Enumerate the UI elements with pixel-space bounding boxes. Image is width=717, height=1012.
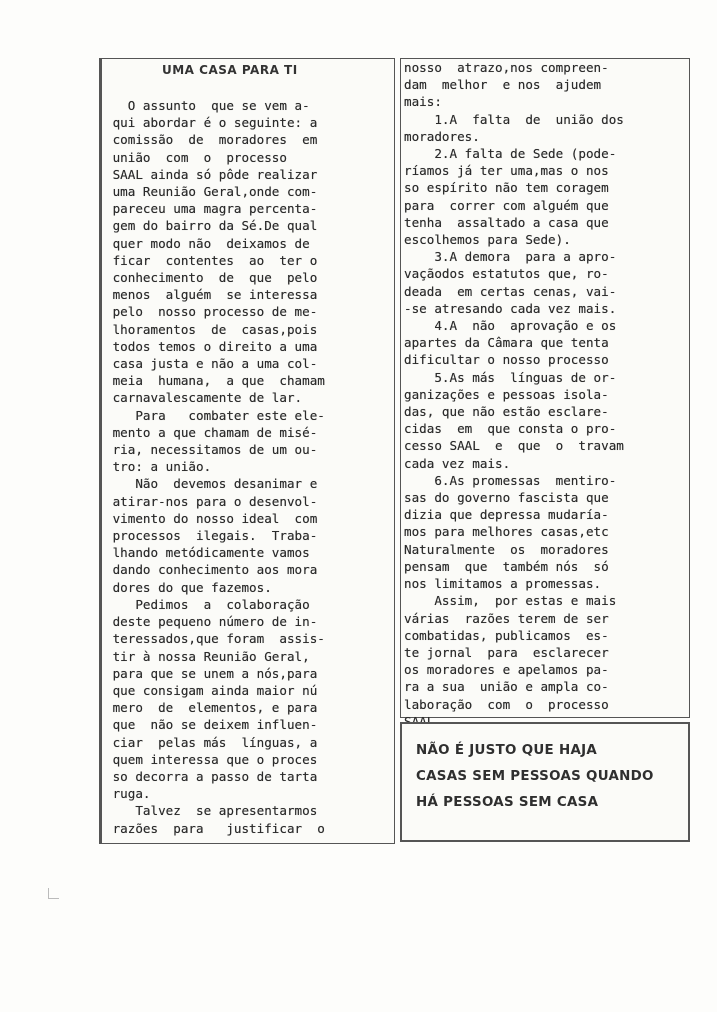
left-column xyxy=(99,58,395,844)
slogan-box xyxy=(400,722,690,842)
slogan-line-3: HÁ PESSOAS SEM CASA xyxy=(416,795,599,810)
slogan-line-2: CASAS SEM PESSOAS QUANDO xyxy=(416,769,654,784)
article-title: UMA CASA PARA TI xyxy=(162,63,298,77)
slogan-text xyxy=(416,738,654,816)
right-column xyxy=(400,58,690,718)
slogan-line-1: NÃO É JUSTO QUE HAJA xyxy=(416,743,598,758)
right-column-text: nosso atrazo,nos compreen- dam melhor e nos ajudem mais: 1.A falta de união dos moradores. 2.A falta de Sede (pode- ríamos já ter uma,mas o nos so espírito não tem coragem para correr com alguém que tenha assaltado a casa que escolhemos para Sede). 3.A demora para a apro- vaçãodos estatutos que, ro- deada em certas cenas, vai- -se atresando cada vez mais. 4.A não aprovação e os apartes da Câmara que tenta dificultar o nosso processo 5.As más línguas de or- ganizações e pessoas isola- das, que não estão esclare- cidas em que consta o pro- cesso SAAL e que o travam cada vez mais. 6.As promessas mentiro- sas do governo fascista que dizia que depressa mudaría- mos para melhores casas,etc Naturalmente os moradores pensam que também nós só nos limitamos a promessas. Assim, por estas e mais várias razões terem de ser combatidas, publicamos es- te jornal para esclarecer os moradores e apelamos pa- ra a sua união e ampla co- laboração com o processo xyxy=(404,60,624,712)
left-column-text: O assunto que se vem a- qui abordar é o seguinte: a comissão de moradores em união com o processo SAAL ainda só pôde realizar uma Reunião Geral,onde com- pareceu uma magra percenta- gem do bairro da Sé.De qual quer modo não deixamos de ficar contentes ao ter o conhecimento de que pelo menos alguém se interessa pelo nosso processo de me- lhoramentos de casas,pois todos temos o direito a uma casa justa e não a uma col- meia humana, a que chamam carnavalescamente de lar. Para combater este ele- mento a que chamam de misé- ria, necessitamos de um ou- tro: a união. Não devemos desanimar e atirar-nos para o desenvol- vimento do nosso ideal com processos ilegais. Traba- lhando metódicamente vamos dando conhecimento aos mora dores do que fazemos. Pedimos a colaboração deste pequeno número de in- teressados,que foram assis- tir à nossa Reunião Geral, para que se unem a nós,para que consigam ainda maior nú mero de elementos, e para que não se deixem influen- ciar pelas más línguas, a quem interessa que o proces so decorra a passo de tarta ruga. Talvez se apresentarmos razões para justificar o xyxy=(112,98,325,836)
corner-mark xyxy=(48,888,59,899)
